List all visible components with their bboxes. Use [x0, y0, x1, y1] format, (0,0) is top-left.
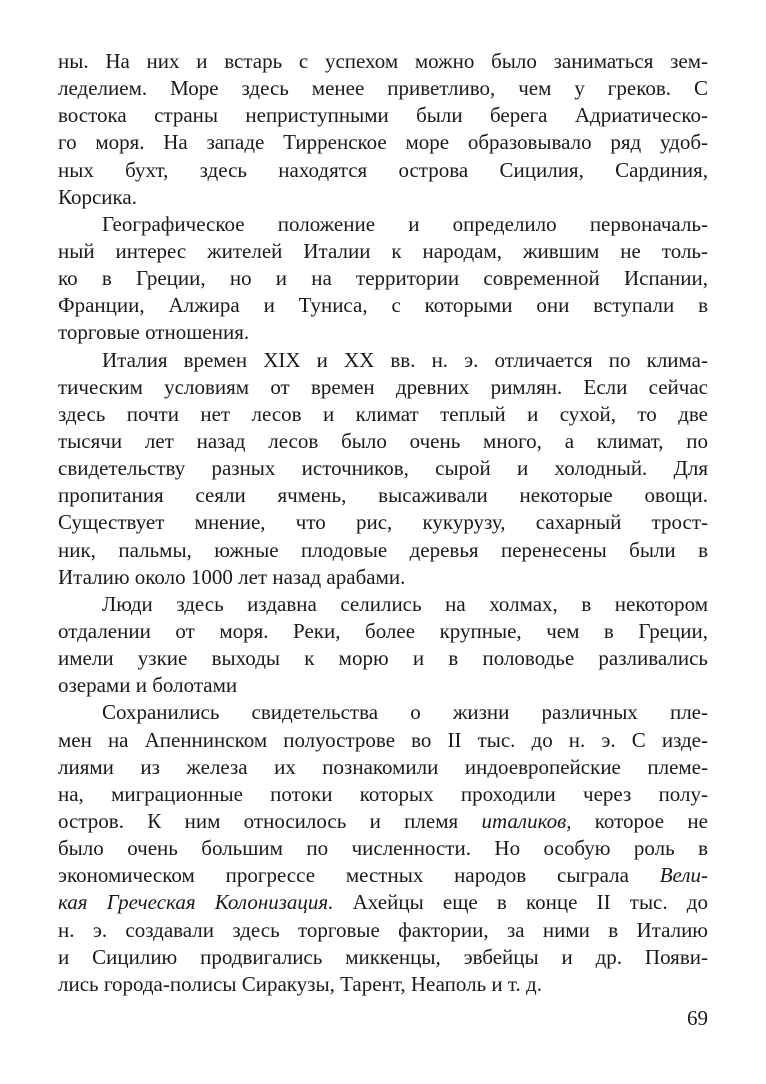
text-segment: остров. К ним относилось и племя: [58, 808, 482, 833]
text-line: [58, 808, 708, 835]
text-line: и Сицилию продвигались миккенцы, эвбейцы и др. Появи-: [58, 944, 708, 969]
text-line: здесь почти нет лесов и климат теплый и сухой, то две: [58, 401, 708, 426]
text-line: [58, 862, 708, 889]
text-line: Географическое положение и определило первоначаль-: [102, 211, 708, 236]
text-line: леделием. Море здесь менее приветливо, чем у греков. С: [58, 76, 708, 101]
text-line: имели узкие выходы к морю и в половодье разливались: [58, 646, 708, 671]
text-line: го моря. На западе Тирренское море образовывало ряд удоб-: [58, 130, 708, 155]
paragraph: [58, 48, 708, 211]
text-line: ных бухт, здесь находятся острова Сицилия, Сардиния,: [58, 157, 708, 182]
page-number: 69: [687, 1006, 708, 1030]
text-line: [58, 889, 708, 916]
text-line: востока страны неприступными были берега Адриатическо-: [58, 103, 708, 128]
text-line: пропитания сеяли ячмень, высаживали некоторые овощи.: [58, 483, 708, 508]
text-line: Люди здесь издавна селились на холмах, в некотором: [102, 591, 708, 616]
text-line: мен на Апеннинском полуострове во II тыс. до н. э. С изде-: [58, 727, 708, 752]
text-line: тысячи лет назад лесов было очень много, а климат, по: [58, 428, 708, 453]
text-line: лиями из железа их познакомили индоевропейские племе-: [58, 754, 708, 779]
text-line: ный интерес жителей Италии к народам, жившим не толь-: [58, 238, 708, 263]
text-line: на, миграционные потоки которых проходили через полу-: [58, 781, 708, 806]
text-line: ник, пальмы, южные плодовые деревья перенесены были в: [58, 537, 708, 562]
text-line: н. э. создавали здесь торговые фактории, за ними в Италию: [58, 917, 708, 942]
text-line: отдалении от моря. Реки, более крупные, чем в Греции,: [58, 618, 708, 643]
text-line: Италию около 1000 лет назад арабами.: [58, 564, 406, 589]
text-line: свидетельству разных источников, сырой и холодный. Для: [58, 456, 708, 481]
text-segment: Ахейцы еще в конце II тыс. до: [333, 890, 708, 915]
italic-term: кая Греческая Колонизация.: [58, 890, 334, 915]
text-line: ны. На них и встарь с успехом можно было заниматься зем-: [58, 49, 708, 73]
text-line: Италия времен XIX и XX вв. н. э. отличается по клима-: [102, 347, 708, 372]
text-line: Существует мнение, что рис, кукурузу, сахарный трост-: [58, 510, 708, 535]
text-segment: которое не: [571, 808, 708, 833]
text-line: было очень большим по численности. Но особую роль в: [58, 836, 708, 861]
italic-term: италиков,: [481, 808, 572, 833]
text-segment: экономическом прогрессе местных народов сыграла: [58, 863, 660, 888]
text-line: озерами и болотами: [58, 673, 238, 698]
text-line: Сохранились свидетельства о жизни различных пле-: [102, 700, 708, 725]
paragraph: [58, 591, 708, 700]
text-line: торговые отношения.: [58, 320, 250, 345]
text-line: тическим условиям от времен древних римлян. Если сейчас: [58, 374, 708, 399]
text-line: ко в Греции, но и на территории современной Испании,: [58, 266, 708, 291]
italic-term: Вели-: [659, 863, 708, 888]
text-line: Франции, Алжира и Туниса, с которыми они вступали в: [58, 293, 708, 318]
paragraph: [58, 211, 708, 347]
paragraph: [58, 347, 708, 591]
paragraph: [58, 699, 708, 998]
text-line: лись города-полисы Сиракузы, Тарент, Неаполь и т. д.: [58, 971, 542, 996]
page-body: [58, 48, 708, 998]
text-line: Корсика.: [58, 184, 137, 209]
